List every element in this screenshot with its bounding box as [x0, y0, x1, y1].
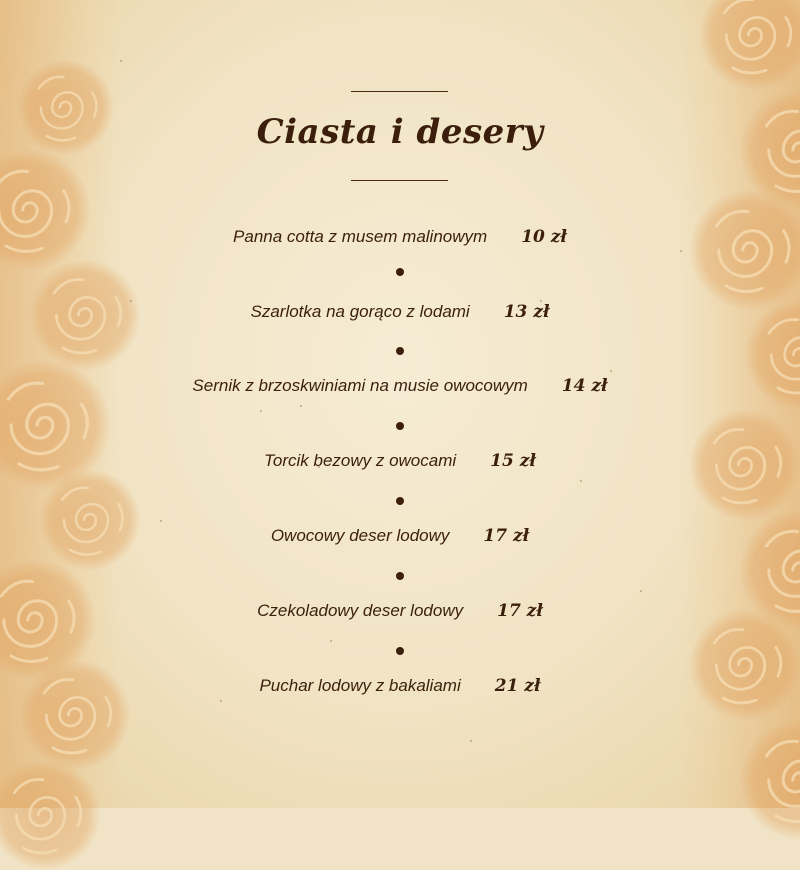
- paper-speck: [680, 250, 682, 252]
- separator-dot: [396, 572, 404, 580]
- separator-dot: [396, 497, 404, 505]
- menu-item: [0, 523, 800, 549]
- menu-item: [0, 448, 800, 474]
- top-divider: [351, 91, 448, 92]
- menu-item: [0, 598, 800, 624]
- menu-item: [0, 299, 800, 325]
- menu-title: Ciasta i desery: [256, 112, 544, 152]
- item-name: Puchar lodowy z bakaliami: [259, 676, 461, 695]
- separator-dot: [396, 347, 404, 355]
- menu-item: [0, 224, 800, 250]
- rose-ornament: [0, 760, 100, 870]
- paper-speck: [580, 480, 582, 482]
- paper-speck: [160, 520, 162, 522]
- item-name: Owocowy deser lodowy: [270, 526, 450, 545]
- item-price: 14 zł: [561, 376, 608, 396]
- paper-speck: [610, 370, 612, 372]
- paper-speck: [470, 740, 472, 742]
- rose-ornament: [690, 610, 800, 720]
- rose-ornament: [0, 150, 90, 270]
- item-name: Sernik z brzoskwiniami na musie owocowym: [192, 376, 528, 395]
- item-name: Torcik bezowy z owocami: [264, 451, 457, 470]
- paper-speck: [640, 590, 642, 592]
- rose-ornament: [700, 0, 800, 90]
- paper-speck: [300, 405, 302, 407]
- paper-speck: [330, 640, 332, 642]
- bottom-divider: [351, 180, 448, 181]
- separator-dot: [396, 422, 404, 430]
- rose-ornament: [740, 720, 800, 840]
- item-price: 15 zł: [490, 451, 536, 471]
- separator-dot: [396, 647, 404, 655]
- item-price: 10 zł: [521, 227, 567, 247]
- menu-item: [0, 373, 800, 399]
- separator-dot: [396, 268, 404, 276]
- item-name: Czekoladowy deser lodowy: [257, 601, 464, 620]
- menu-item: [0, 673, 800, 699]
- paper-speck: [220, 700, 222, 702]
- item-price: 21 zł: [494, 676, 541, 696]
- rose-ornament: [690, 190, 800, 310]
- item-name: Szarlotka na gorąco z lodami: [250, 302, 470, 321]
- item-price: 17 zł: [483, 526, 530, 546]
- paper-speck: [120, 60, 122, 62]
- paper-speck: [260, 410, 262, 412]
- item-price: 17 zł: [497, 601, 543, 621]
- item-name: Panna cotta z musem malinowym: [233, 227, 488, 246]
- rose-ornament: [40, 470, 140, 570]
- item-price: 13 zł: [503, 302, 550, 322]
